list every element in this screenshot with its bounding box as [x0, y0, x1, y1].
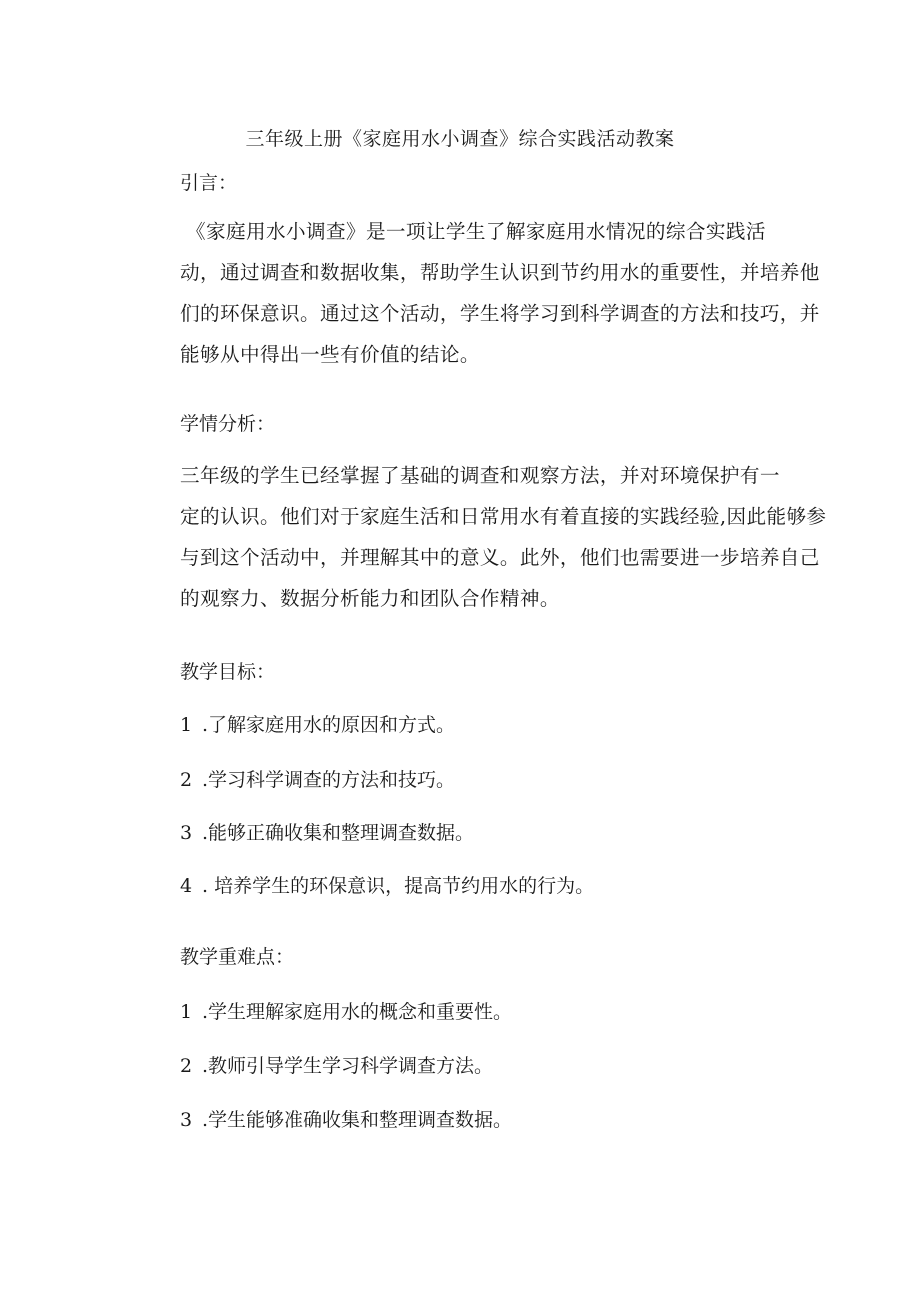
paragraph-line: 们的环保意识。通过这个活动，学生将学习到科学调查的方法和技巧，并 [180, 302, 820, 325]
paragraph-line: 动，通过调查和数据收集，帮助学生认识到节约用水的重要性，并培养他 [180, 261, 820, 284]
list-item [180, 1105, 512, 1135]
list-item-text: .教师引导学生学习科学调查方法。 [202, 1055, 494, 1077]
list-item-number: 2 [180, 769, 193, 791]
list-item-text: .了解家庭用水的原因和方式。 [202, 714, 456, 736]
list-item-text: . 培养学生的环保意识，提高节约用水的行为。 [202, 875, 595, 897]
list-item [180, 997, 512, 1027]
section-heading-goals: 教学目标： [180, 661, 276, 683]
list-item-number: 1 [180, 1001, 193, 1023]
list-item [180, 1051, 493, 1081]
paragraph-analysis [180, 455, 827, 619]
list-item-number: 4 [180, 875, 193, 897]
list-item-text: .能够正确收集和整理调查数据。 [202, 822, 475, 844]
list-item [180, 765, 455, 795]
paragraph-line: 定的认识。他们对于家庭生活和日常用水有着直接的实践经验,因此能够参 [180, 505, 827, 528]
paragraph-line: 三年级的学生已经掌握了基础的调查和观察方法，并对环境保护有一 [180, 464, 780, 487]
list-item-number: 2 [180, 1055, 193, 1077]
list-item-text: .学生理解家庭用水的概念和重要性。 [202, 1001, 513, 1023]
list-item [180, 871, 594, 901]
section-heading-keypoints: 教学重难点： [180, 946, 295, 968]
list-item-number: 3 [180, 822, 193, 844]
paragraph-line: 与到这个活动中，并理解其中的意义。此外，他们也需要进一步培养自己 [180, 546, 820, 569]
list-item-number: 1 [180, 714, 193, 736]
document-title: 三年级上册《家庭用水小调查》综合实践活动教案 [245, 128, 675, 150]
section-heading-intro: 引言： [180, 172, 238, 194]
paragraph-line: 的观察力、数据分析能力和团队合作精神。 [180, 587, 560, 610]
paragraph-line: 《家庭用水小调查》是一项让学生了解家庭用水情况的综合实践活 [186, 220, 766, 243]
list-item [180, 818, 474, 848]
paragraph-intro [180, 211, 820, 375]
list-item-text: .学习科学调查的方法和技巧。 [202, 769, 456, 791]
list-item-number: 3 [180, 1109, 193, 1131]
section-heading-analysis: 学情分析： [180, 413, 276, 435]
paragraph-line: 能够从中得出一些有价值的结论。 [180, 343, 480, 366]
list-item-text: .学生能够准确收集和整理调查数据。 [202, 1109, 513, 1131]
list-item [180, 710, 455, 740]
